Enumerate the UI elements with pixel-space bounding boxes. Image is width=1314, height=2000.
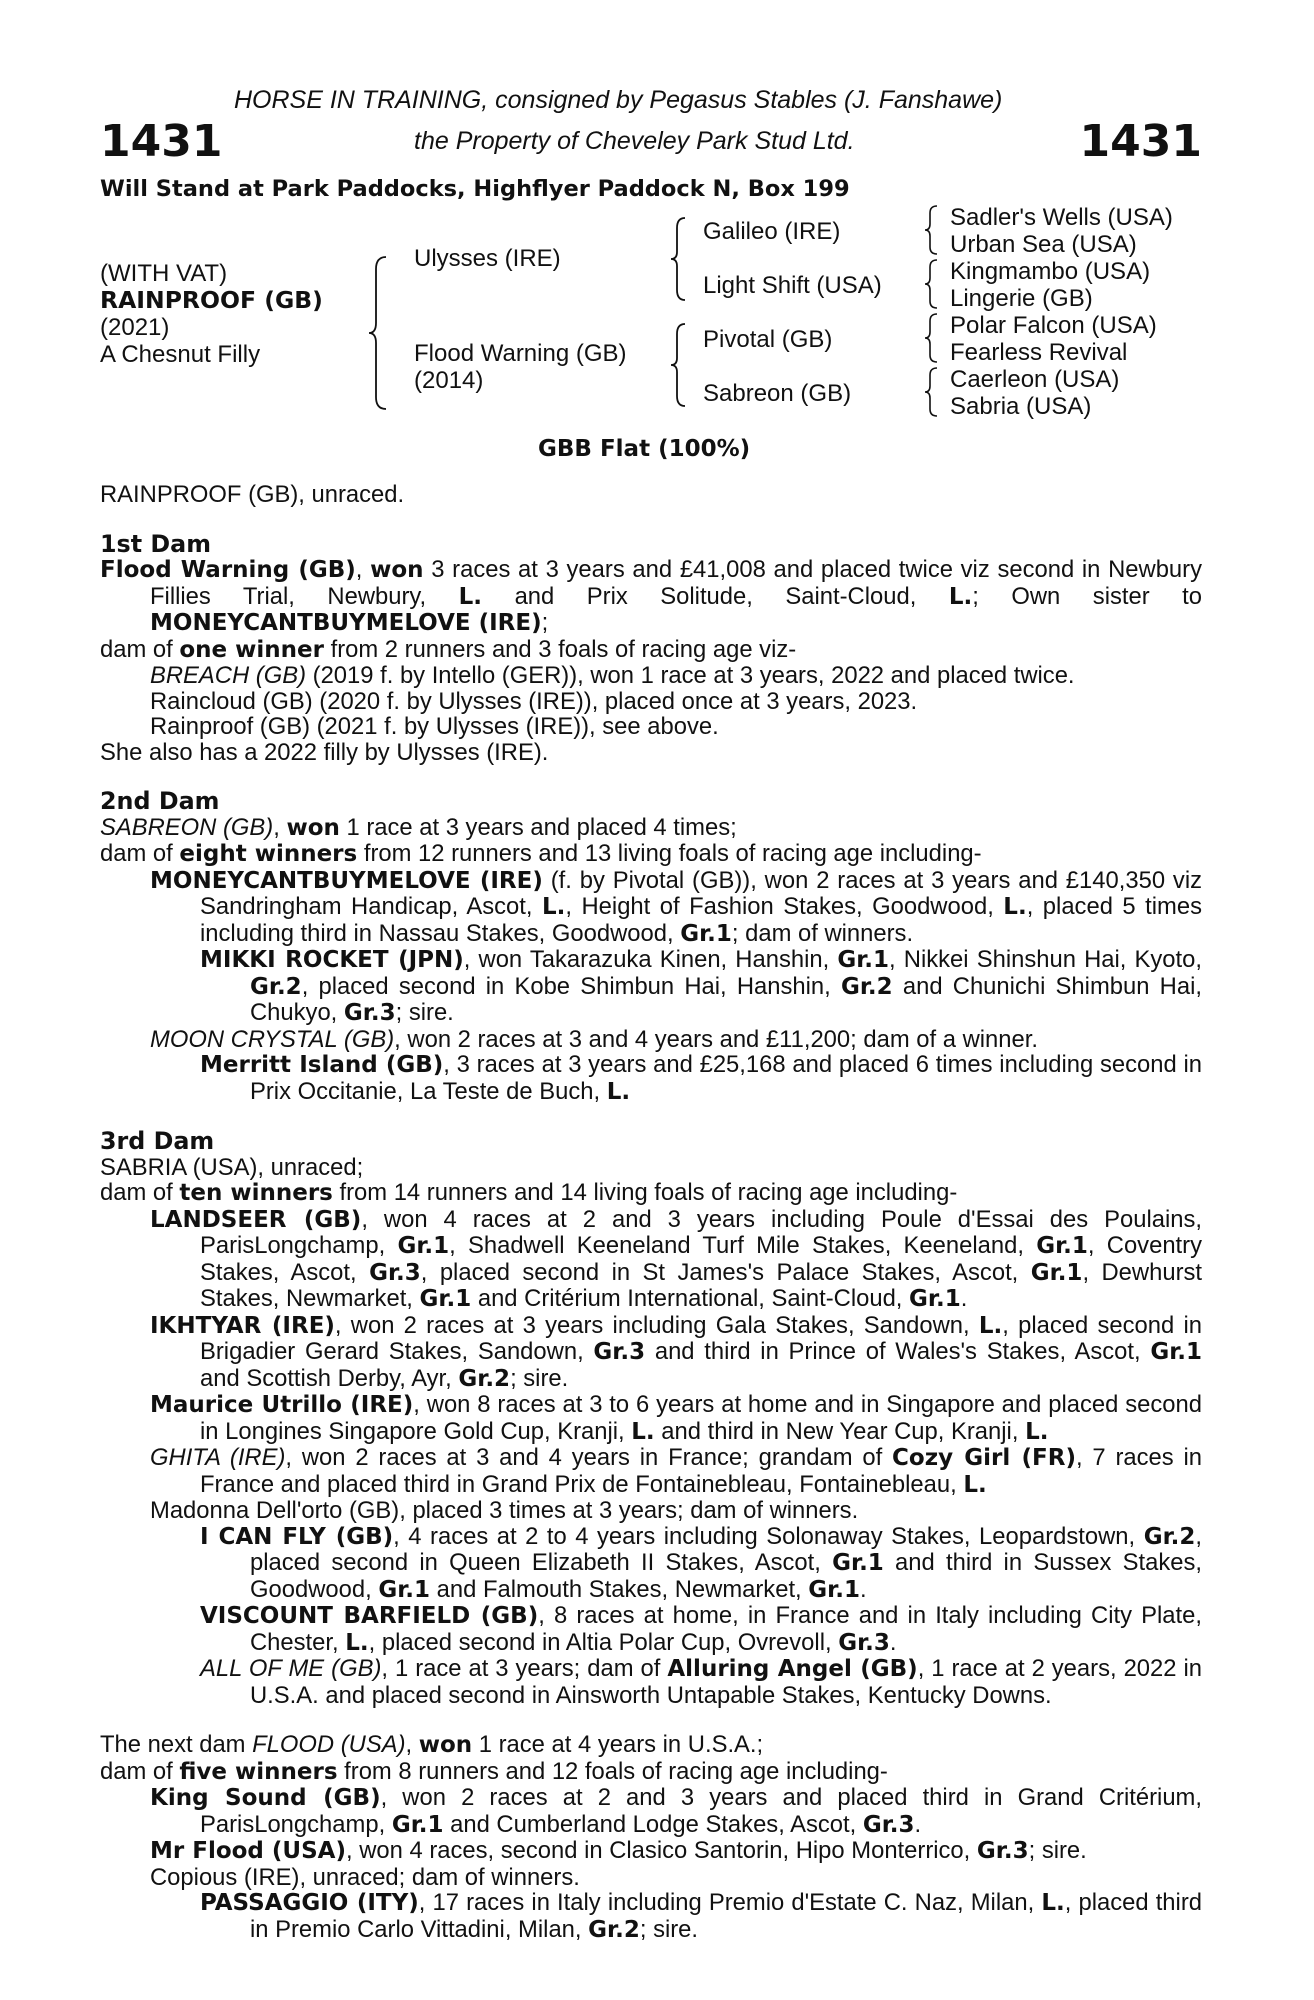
pedigree-g5: Polar Falcon (USA) [950,312,1157,339]
pedigree-g4: Lingerie (GB) [950,285,1093,312]
gbb-rating: GBB Flat (100%) [538,436,751,462]
pedigree-brace-g1 [922,204,940,256]
entry-i-can-fly: I CAN FLY (GB), 4 races at 2 to 4 years including Solonaway Stakes, Leopardstown, Gr.2, placed second in Queen Elizabeth II Stakes, Ascot, Gr.1 and third in Sussex Stakes, Goodwood, Gr.1 and Falmouth Stakes, Newmarket, Gr.1. [200,1522,1202,1603]
pedigree-g1: Sadler's Wells (USA) [950,204,1173,231]
entry-mr-flood: Mr Flood (USA), won 4 races, second in Clasico Santorin, Hipo Monterrico, Gr.3; sire. [150,1837,1087,1864]
next-dam-produce-summary: dam of five winners from 8 runners and 12 foals of racing age including- [100,1757,888,1785]
pedigree-brace-dam [668,322,688,408]
heading-third-dam: 3rd Dam [100,1127,215,1155]
pedigree-sire: Ulysses (IRE) [414,245,561,272]
produce-rainproof: Rainproof (GB) (2021 f. by Ulysses (IRE)), see above. [150,713,719,740]
entry-ikhtyar: IKHTYAR (IRE), won 2 races at 3 years including Gala Stakes, Sandown, L., placed second in Brigadier Gerard Stakes, Sandown, Gr.3 and third in Prince of Wales's Stakes, Ascot, Gr.1 and Scottish Derby, Ayr, Gr.2; sire. [150,1311,1203,1392]
entry-all-of-me: ALL OF ME (GB), 1 race at 3 years; dam of Alluring Angel (GB), 1 race at 2 years, 2022 in U.S.A. and placed second in Ainsworth Untapable Stakes, Kentucky Downs. [200,1655,1203,1709]
pedigree-g7: Caerleon (USA) [950,366,1120,393]
property-line: the Property of Cheveley Park Stud Ltd. [414,127,855,155]
pedigree-dam: Flood Warning (GB) [414,340,627,367]
first-dam-also-note: She also has a 2022 filly by Ulysses (IRE). [100,738,549,766]
horse-name: RAINPROOF (GB) [100,286,323,314]
catalogue-body [100,482,1202,1943]
entry-passaggio: PASSAGGIO (ITY), 17 races in Italy including Premio d'Estate C. Naz, Milan, L., placed third in Premio Carlo Vittadini, Milan, Gr.2; sire. [200,1889,1202,1943]
horse-year: (2021) [100,314,170,341]
second-dam-record: SABREON (GB), won 1 race at 3 years and placed 4 times; [100,813,737,841]
entry-merritt-island: Merritt Island (GB), 3 races at 3 years and £25,168 and placed 6 times including second in Prix Occitanie, La Teste de Buch, L. [200,1051,1203,1105]
entry-moneycantbuymelove: MONEYCANTBUYMELOVE (IRE) (f. by Pivotal (GB)), won 2 races at 3 years and £140,350 viz Sandringham Handicap, Ascot, L., Height of Fashion Stakes, Goodwood, L., placed 5 times including third in Nassau Stakes, Goodwood, Gr.1; dam of winners. [150,866,1203,947]
lot-number-right: 1431 [1079,116,1202,167]
pedigree-dam-dam: Sabreon (GB) [703,380,852,407]
lot-number-left: 1431 [100,116,223,167]
third-dam-produce-summary: dam of ten winners from 14 runners and 14 living foals of racing age including- [100,1179,958,1206]
pedigree-sire-dam: Light Shift (USA) [703,272,882,299]
pedigree-g3: Kingmambo (USA) [950,258,1151,285]
entry-mikki-rocket: MIKKI ROCKET (JPN), won Takarazuka Kinen, Hanshin, Gr.1, Nikkei Shinshun Hai, Kyoto, Gr.2, placed second in Kobe Shimbun Hai, Hanshin, Gr.2 and Chunichi Shimbun Hai, Chukyo, Gr.3; sire. [200,946,1202,1026]
pedigree-sire-sire: Galileo (IRE) [703,218,841,245]
pedigree-brace-sire [668,216,688,302]
pedigree-g8: Sabria (USA) [950,393,1092,420]
entry-copious: Copious (IRE), unraced; dam of winners. [150,1863,580,1891]
entry-moon-crystal: MOON CRYSTAL (GB), won 2 races at 3 and 4 years and £11,200; dam of a winner. [150,1025,1038,1053]
pedigree-g6: Fearless Revival [950,339,1128,366]
produce-raincloud: Raincloud (GB) (2020 f. by Ulysses (IRE)), placed once at 3 years, 2023. [150,687,918,715]
entry-madonna-dellorto: Madonna Dell'orto (GB), placed 3 times at 3 years; dam of winners. [150,1497,859,1524]
entry-ghita: GHITA (IRE), won 2 races at 3 and 4 years in France; grandam of Cozy Girl (FR), 7 races in France and placed third in Grand Prix de Fontainebleau, Fontainebleau, L. [150,1444,1202,1498]
stand-location: Will Stand at Park Paddocks, Highflyer Paddock N, Box 199 [100,176,850,202]
produce-breach: BREACH (GB) (2019 f. by Intello (GER)), won 1 race at 3 years, 2022 and placed twice. [150,662,1075,689]
unraced-note: RAINPROOF (GB), unraced. [100,481,405,508]
vat-note: (WITH VAT) [100,260,228,287]
pedigree-brace-g4 [922,366,940,418]
entry-king-sound: King Sound (GB), won 2 races at 2 and 3 years and placed third in Grand Critérium, ParisLongchamp, Gr.1 and Cumberland Lodge Stakes, Ascot, Gr.3. [150,1784,1202,1838]
pedigree-brace-g2 [922,258,940,310]
pedigree-g2: Urban Sea (USA) [950,231,1137,258]
entry-viscount-barfield: VISCOUNT BARFIELD (GB), 8 races at home, in France and in Italy including City Plate, Chester, L., placed second in Altia Polar Cup, Ovrevoll, Gr.3. [200,1602,1202,1656]
pedigree-brace-main [366,255,390,411]
first-dam-produce-summary: dam of one winner from 2 runners and 3 foals of racing age viz- [100,635,797,663]
heading-second-dam: 2nd Dam [100,787,220,815]
entry-landseer: LANDSEER (GB), won 4 races at 2 and 3 years including Poule d'Essai des Poulains, ParisLongchamp, Gr.1, Shadwell Keeneland Turf Mile Stakes, Keeneland, Gr.1, Coventry Stakes, Ascot, Gr.3, placed second in St James's Palace Stakes, Ascot, Gr.1, Dewhurst Stakes, Newmarket, Gr.1 and Critérium International, Saint-Cloud, Gr.1. [150,1205,1203,1312]
second-dam-produce-summary: dam of eight winners from 12 runners and 13 living foals of racing age including- [100,840,982,867]
heading-first-dam: 1st Dam [100,529,211,558]
pedigree-dam-sire: Pivotal (GB) [703,326,833,353]
pedigree-brace-g3 [922,312,940,364]
entry-maurice-utrillo: Maurice Utrillo (IRE), won 8 races at 3 to 6 years at home and in Singapore and placed second in Longines Singapore Gold Cup, Kranji, L. and third in New Year Cup, Kranji, L. [150,1391,1202,1445]
first-dam-record: Flood Warning (GB), won 3 races at 3 years and £41,008 and placed twice viz second in Newbury Fillies Trial, Newbury, L. and Prix Solitude, Saint-Cloud, L.; Own sister to MONEYCANTBUYMELOVE (IRE); [100,556,1203,636]
horse-description: A Chesnut Filly [100,341,261,368]
consignor-line: HORSE IN TRAINING, consigned by Pegasus Stables (J. Fanshawe) [234,86,1003,114]
next-dam-record: The next dam FLOOD (USA), won 1 race at 4 years in U.S.A.; [100,1731,764,1758]
third-dam-record: SABRIA (USA), unraced; [100,1153,364,1181]
pedigree-dam-year: (2014) [414,367,484,394]
